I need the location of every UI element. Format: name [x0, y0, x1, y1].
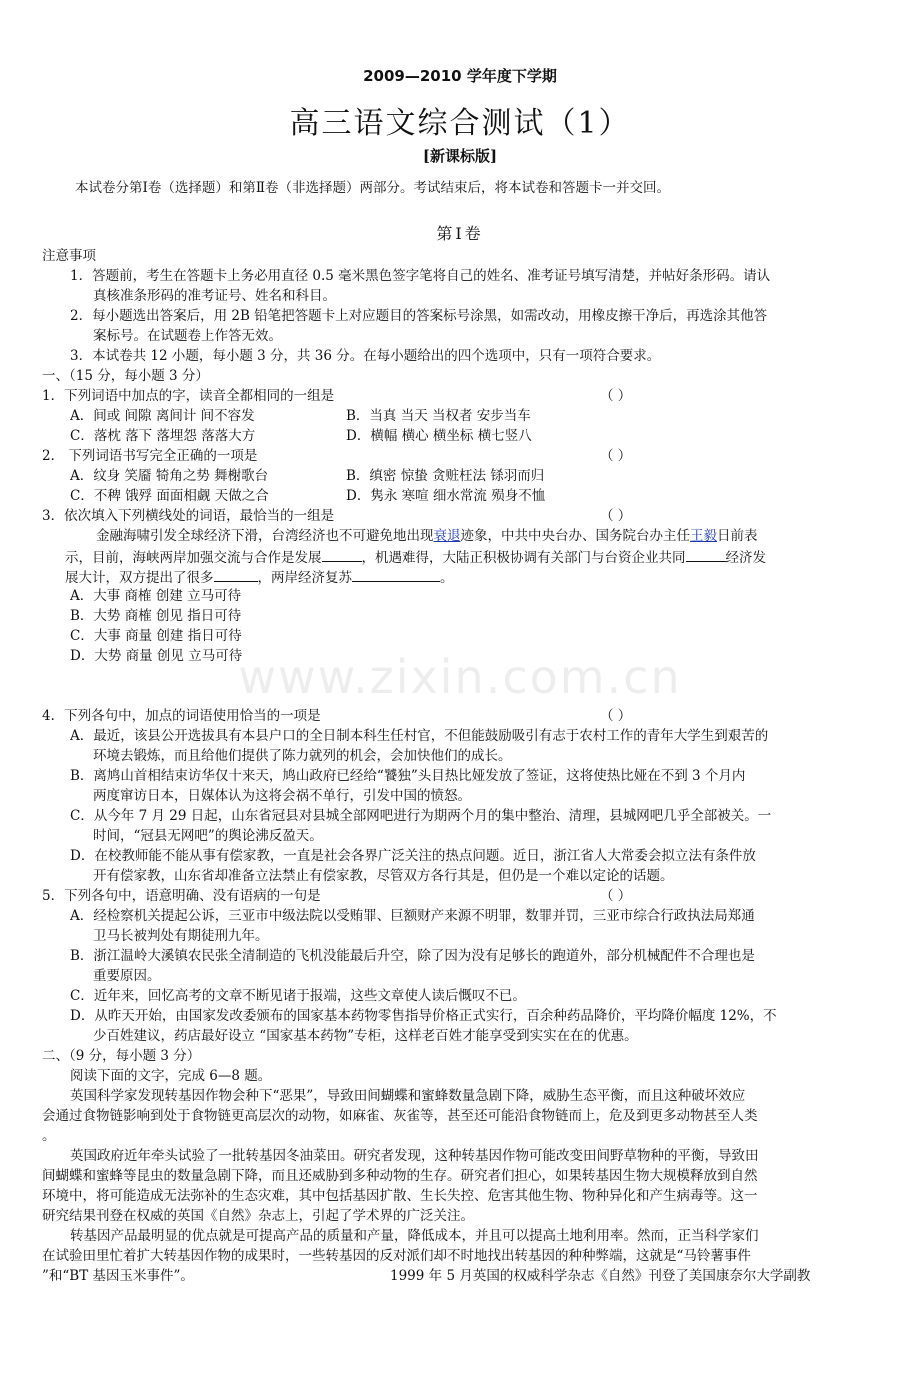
q3-text: 迹象，中共中央台办、国务院台办主任	[460, 528, 690, 544]
notice-line: 3．本试卷共 12 小题，每小题 3 分，共 36 分。在每小题给出的四个选项中，只有一项符合要求。	[70, 348, 661, 364]
watermark: www.zixin.com.cn	[238, 650, 682, 704]
fill-blank-3	[214, 566, 258, 582]
notice-title: 注意事项	[42, 248, 96, 264]
q3-bracket: （ ）	[600, 508, 632, 524]
q2-option-a: A．纹身 笑靥 犄角之势 舞榭歌台	[70, 468, 269, 484]
q3-option: A．大事 商榷 创建 立马可待	[70, 588, 242, 604]
intro-text: 本试卷分第Ⅰ卷（选择题）和第Ⅱ卷（非选择题）两部分。考试结束后，将本试卷和答题卡一并交回。	[75, 180, 671, 196]
q5-line: 重要原因。	[93, 968, 161, 984]
page-title: 高三语文综合测试（1）	[289, 106, 631, 141]
q5-stem: 5．下列各句中，语意明确、没有语病的一句是	[42, 888, 321, 904]
q5-line: 少百姓建议，药店最好设立 “国家基本药物”专柜，这样老百姓才能享受到实实在在的优惠。	[93, 1028, 638, 1044]
fill-blank-4	[352, 566, 440, 582]
passage-line: 。	[42, 1128, 56, 1144]
q5-line: C．近年来，回忆高考的文章不断见诸于报端，这些文章使人读后慨叹不已。	[70, 988, 526, 1004]
part2-instruction: 阅读下面的文字，完成 6—8 题。	[70, 1068, 272, 1084]
q4-stem: 4．下列各句中，加点的词语使用恰当的一项是	[42, 708, 321, 724]
q3-passage-line	[65, 546, 766, 568]
notice-line: 2．每小题选出答案后，用 2B 铅笔把答题卡上对应题目的答案标号涂黑，如需改动，用橡皮擦干净后，再选涂其他答	[70, 308, 768, 324]
q1-option-d: D．横幅 横心 横坐标 横七竖八	[346, 428, 532, 444]
passage-line: 在试验田里忙着扩大转基因作物的成果时，一些转基因的反对派们却不时地找出转基因的种种弊端，这就是“马铃薯事件	[42, 1248, 751, 1264]
q3-text: ，两岸经济复苏	[257, 570, 352, 586]
q2-option-c: C．不稗 饿殍 面面相觑 天做之合	[70, 488, 269, 504]
q1-stem: 1．下列词语中加点的字，读音全都相同的一组是	[42, 388, 335, 404]
q1-option-b: B．当真 当天 当权者 安步当车	[346, 408, 531, 424]
q5-line: 卫马长被判处有期徒刑九年。	[93, 928, 269, 944]
q4-line: A．最近，该县公开选拔具有本县户口的全日制本科生任村官，不但能鼓励吸引有志于农村工作的青年大学生到艰苦的	[70, 728, 769, 744]
q1-option-a: A．间或 间隙 离间计 间不容发	[70, 408, 255, 424]
q4-bracket: （ ）	[600, 708, 632, 724]
q3-text: 示，目前，海峡两岸加强交流与合作是发展	[65, 550, 322, 566]
section-title: 第Ⅰ卷	[436, 224, 484, 243]
q4-line: C．从今年 7 月 29 日起，山东省冠县对县城全部网吧进行为期两个月的集中整治、清理，县城网吧几乎全部被关。一	[70, 808, 772, 824]
year-term: 2009—2010 学年度下学期	[363, 67, 557, 85]
passage-line: 间蝴蝶和蜜蜂等昆虫的数量急剧下降，而且还威胁到多种动物的生存。研究者们担心，如果转基因生物大规模释放到自然	[42, 1168, 758, 1184]
q4-line: 开有偿家教，山东省却准备立法禁止有偿家教，尽管双方各行其是，但仍是一个难以定论的话题。	[93, 868, 674, 884]
q3-text: 日前表	[717, 528, 758, 544]
part2-heading: 二、（9 分，每小题 3 分）	[42, 1048, 201, 1064]
q3-option: B．大势 商榷 创见 指日可待	[70, 608, 242, 624]
passage-line: 英国政府近年牵头试验了一批转基因冬油菜田。研究者发现，这种转基因作物可能改变田间野草物种的平衡，导致田	[70, 1148, 759, 1164]
q3-text: 金融海啸引发全球经济下滑，台湾经济也不可避免地出现	[96, 528, 434, 544]
q3-option: D．大势 商量 创见 立马可待	[70, 648, 243, 664]
q2-bracket: （ ）	[600, 448, 632, 464]
q4-line: D．在校教师能不能从事有偿家教，一直是社会各界广泛关注的热点问题。近日，浙江省人大常委会拟立法有条件放	[70, 848, 756, 864]
fill-blank-2	[686, 546, 726, 562]
q1-bracket: （ ）	[600, 388, 632, 404]
q2-option-d: D．隽永 寒喧 细水常流 殒身不恤	[346, 488, 546, 504]
part1-heading: 一、（15 分，每小题 3 分）	[42, 368, 209, 384]
link-shuaitui[interactable]: 衰退	[433, 528, 461, 544]
q3-passage-line	[65, 566, 454, 588]
passage-line: 会通过食物链影响到处于食物链更高层次的动物，如麻雀、灰雀等，甚至还可能沿食物链而上，危及到更多动物甚至人类	[42, 1108, 758, 1124]
q2-stem: 2． 下列词语书写完全正确的一项是	[42, 448, 258, 464]
notice-line: 案标号。在试题卷上作答无效。	[93, 328, 282, 344]
q5-bracket: （ ）	[600, 888, 632, 904]
notice-line: 1．答题前，考生在答题卡上务必用直径 0.5 毫米黑色签字笔将自己的姓名、准考证号填写清楚，并帖好条形码。请认	[70, 268, 771, 284]
q3-passage-line	[96, 526, 758, 546]
q1-option-c: C．落枕 落下 落埋怨 落落大方	[70, 428, 256, 444]
q3-text: 经济发	[725, 550, 766, 566]
q3-stem: 3．依次填入下列横线处的词语，最恰当的一组是	[42, 508, 335, 524]
passage-line: ”和“BT 基因玉米事件”。	[42, 1268, 194, 1284]
q5-line: B．浙江温岭大溪镇农民张全清制造的飞机没能最后升空，除了因为没有足够长的跑道外，部分机械配件不合理也是	[70, 948, 755, 964]
fill-blank-1	[322, 546, 362, 562]
passage-line: 环境中，将可能造成无法弥补的生态灾难，其中包括基因扩散、生长失控、危害其他生物、物种异化和产生病毒等。这一	[42, 1188, 758, 1204]
q5-line: D．从昨天开始，由国家发改委颁布的国家基本药物零售指导价格正式实行，百余种药品降价，平均降价幅度 12%，不	[70, 1008, 777, 1024]
q4-line: 环境去锻炼，而且给他们提供了陈力就列的机会，会加快他们的成长。	[93, 748, 512, 764]
q3-text: ，机遇难得，大陆正积极协调有关部门与台资企业共同	[361, 550, 686, 566]
notice-line: 真核准条形码的准考证号、姓名和科目。	[93, 288, 336, 304]
q5-line: A．经检察机关提起公诉，三亚市中级法院以受贿罪、巨额财产来源不明罪，数罪并罚，三亚市综合行政执法局郑通	[70, 908, 755, 924]
passage-line: 1999 年 5 月英国的权威科学杂志《自然》刊登了美国康奈尔大学副教	[390, 1268, 811, 1284]
q4-line: 时间，“冠县无网吧”的舆论沸反盈天。	[93, 828, 323, 844]
q4-line: 两度窜访日本，日媒体认为这将会祸不单行，引发中国的愤怒。	[93, 788, 471, 804]
edition-label: [新课标版]	[422, 147, 498, 165]
q3-text: 。	[440, 570, 454, 586]
passage-line: 英国科学家发现转基因作物会种下“恶果”，导致田间蝴蝶和蜜蜂数量急剧下降，威胁生态平衡，而且这种破坏效应	[70, 1088, 746, 1104]
link-wangyi[interactable]: 王毅	[690, 528, 717, 544]
q4-line: B．离鸠山首相结束访华仅十来天，鸠山政府已经给“饕独”头目热比娅发放了签证，这将使热比娅在不到 3 个月内	[70, 768, 746, 784]
passage-line: 转基因产品最明显的优点就是可提高产品的质量和产量，降低成本，并且可以提高土地利用率。然而，正当科学家们	[70, 1228, 759, 1244]
q2-option-b: B．缜密 惊蛰 贪赃枉法 铩羽而归	[346, 468, 545, 484]
q3-text: 展大计，双方提出了很多	[65, 570, 214, 586]
q3-option: C．大事 商量 创建 指日可待	[70, 628, 242, 644]
passage-line: 研究结果刊登在权威的英国《自然》杂志上，引起了学术界的广泛关注。	[42, 1208, 474, 1224]
